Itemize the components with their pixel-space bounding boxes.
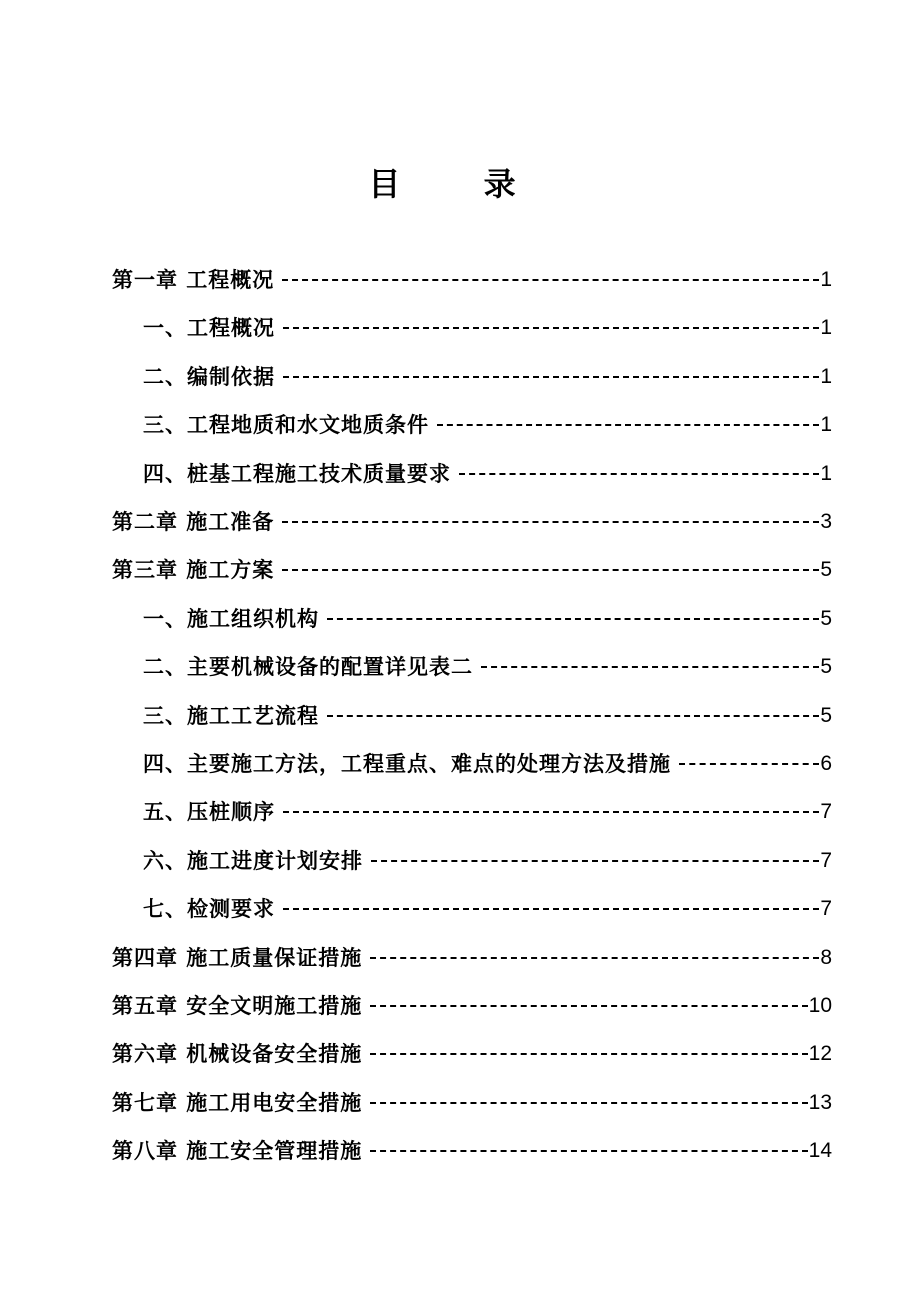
toc-dot-leader <box>283 327 819 329</box>
toc-entry[interactable] <box>0 1126 920 1174</box>
toc-entry-page-number: 5 <box>820 606 832 630</box>
toc-entry-page-number: 1 <box>820 413 832 437</box>
toc-dot-leader <box>283 376 819 378</box>
toc-dot-leader <box>282 569 819 571</box>
toc-entry-label: 三、施工工艺流程 <box>143 702 319 728</box>
toc-entry[interactable] <box>0 1078 920 1126</box>
toc-entry-page-number: 7 <box>820 848 832 872</box>
toc-entry-label: 六、施工进度计划安排 <box>143 847 363 873</box>
toc-entry-page-number: 12 <box>808 1042 832 1066</box>
toc-entry[interactable] <box>0 642 920 690</box>
toc-entry-page-number: 1 <box>820 268 832 291</box>
toc-entry-label: 第七章 施工用电安全措施 <box>112 1089 363 1115</box>
toc-entry-page-number: 5 <box>820 655 832 679</box>
toc-dot-leader <box>282 279 819 281</box>
toc-entry[interactable] <box>0 981 920 1029</box>
toc-entry[interactable] <box>0 497 920 545</box>
toc-entry-page-number: 1 <box>820 461 832 485</box>
toc-entry-label: 二、主要机械设备的配置详见表二 <box>143 654 473 680</box>
toc-entry-page-number: 14 <box>808 1139 832 1163</box>
toc-entry-page-number: 5 <box>820 558 832 582</box>
toc-entry[interactable] <box>0 691 920 739</box>
toc-entry-page-number: 7 <box>820 897 832 921</box>
toc-dot-leader <box>370 1150 808 1152</box>
toc-entry-label: 四、桩基工程施工技术质量要求 <box>143 460 451 486</box>
toc-dot-leader <box>327 618 819 620</box>
toc-dot-leader <box>370 957 819 959</box>
toc-dot-leader <box>370 1102 808 1104</box>
toc-entry[interactable] <box>0 594 920 642</box>
toc-entry[interactable] <box>0 400 920 448</box>
toc-entry-page-number: 7 <box>820 800 832 824</box>
toc-entry-label: 三、工程地质和水文地质条件 <box>143 412 429 438</box>
toc-dot-leader <box>283 908 819 910</box>
toc-title: 目 录 <box>368 165 552 203</box>
toc-entry[interactable] <box>0 255 920 303</box>
toc-dot-leader <box>371 860 819 862</box>
toc-entry[interactable] <box>0 884 920 932</box>
toc-dot-leader <box>437 424 819 426</box>
toc-entry-page-number: 10 <box>808 994 832 1017</box>
toc-entry-page-number: 8 <box>820 945 832 969</box>
toc-entry-label: 第三章 施工方案 <box>112 557 275 583</box>
toc-entry-label: 七、检测要求 <box>143 896 275 922</box>
toc-entry-page-number: 6 <box>820 752 832 775</box>
toc-entry-page-number: 1 <box>820 316 832 340</box>
toc-entry-page-number: 5 <box>820 703 832 727</box>
toc-dot-leader <box>481 666 819 668</box>
toc-entry[interactable] <box>0 933 920 981</box>
toc-entry-label: 第二章 施工准备 <box>112 509 275 534</box>
toc-entry[interactable] <box>0 303 920 351</box>
toc-entry-label: 五、压桩顺序 <box>143 799 275 825</box>
toc-entry-label: 第四章 施工质量保证措施 <box>112 944 363 970</box>
toc-entry[interactable] <box>0 739 920 787</box>
toc-entry[interactable] <box>0 836 920 884</box>
toc-entry[interactable] <box>0 352 920 400</box>
toc-entry[interactable] <box>0 449 920 497</box>
toc-dot-leader <box>370 1005 808 1007</box>
toc-entry-label: 第八章 施工安全管理措施 <box>112 1138 363 1164</box>
toc-dot-leader <box>370 1053 808 1055</box>
toc-entry-label: 第五章 安全文明施工措施 <box>112 993 363 1018</box>
toc-entry-label: 第六章 机械设备安全措施 <box>112 1041 363 1067</box>
toc-entry-label: 第一章 工程概况 <box>112 267 275 292</box>
toc-entry-label: 二、编制依据 <box>143 363 275 389</box>
toc-entry-page-number: 1 <box>820 364 832 388</box>
toc-dot-leader <box>459 473 819 475</box>
toc-entry-page-number: 13 <box>808 1090 832 1114</box>
toc-entry-page-number: 3 <box>820 510 832 533</box>
toc-entry[interactable] <box>0 787 920 835</box>
toc-entry-label: 一、工程概况 <box>143 315 275 341</box>
toc-entry[interactable] <box>0 1029 920 1077</box>
toc-dot-leader <box>283 811 819 813</box>
toc-entry-label: 四、主要施工方法，工程重点、难点的处理方法及措施 <box>143 751 671 776</box>
toc-dot-leader <box>282 521 819 523</box>
toc-dot-leader <box>327 715 819 717</box>
toc-entry[interactable] <box>0 545 920 593</box>
toc-entry-label: 一、施工组织机构 <box>143 605 319 631</box>
